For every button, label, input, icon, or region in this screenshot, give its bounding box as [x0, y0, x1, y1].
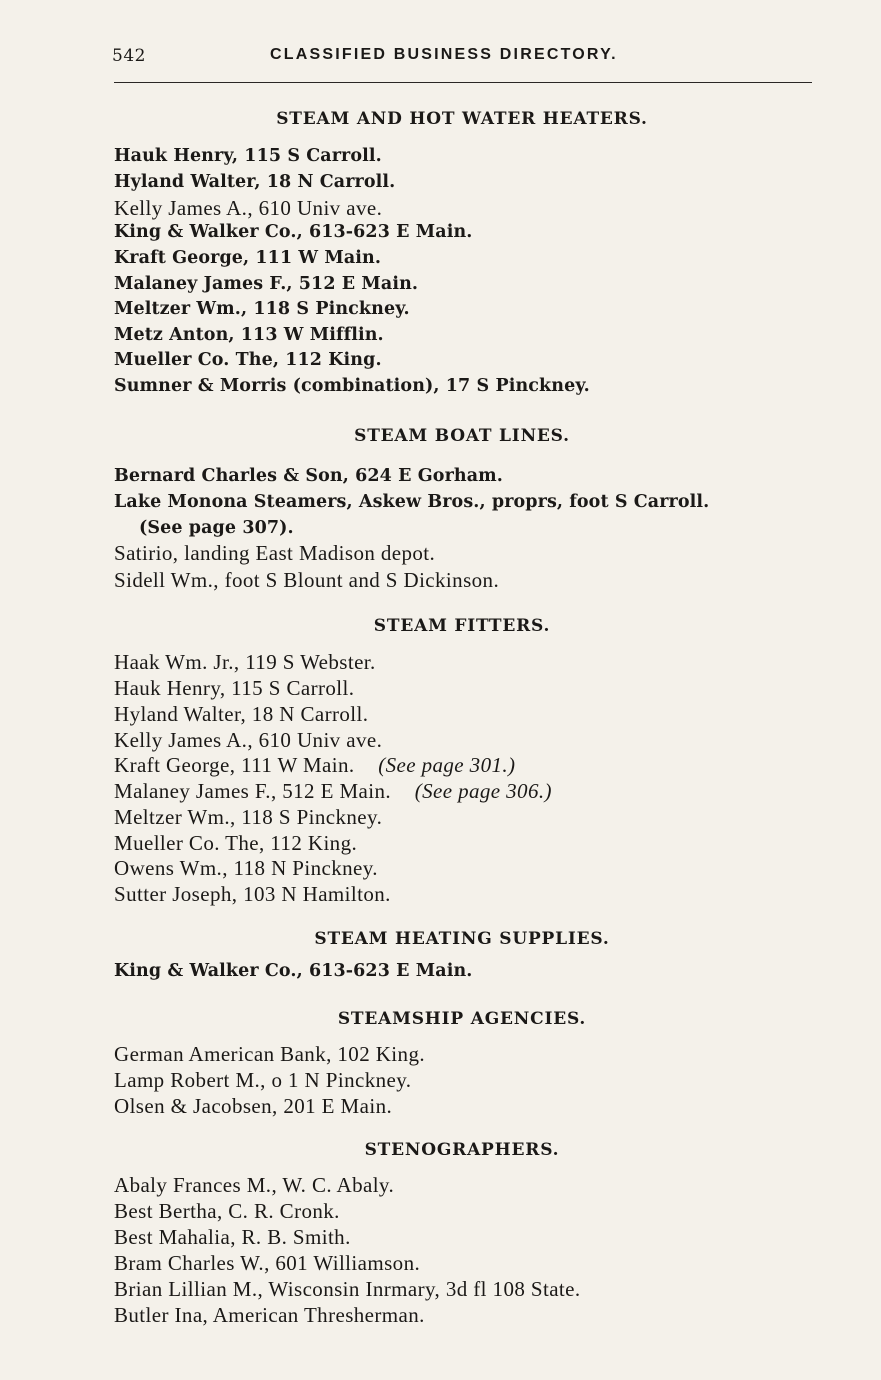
section-heading: STEAM BOAT LINES. [354, 426, 570, 446]
list-item: Kelly James A., 610 Univ ave. [114, 196, 383, 220]
list-item: Olsen & Jacobsen, 201 E Main. [114, 1094, 393, 1118]
running-title: CLASSIFIED BUSINESS DIRECTORY. [270, 46, 618, 63]
page-header [112, 46, 812, 70]
list-item: Sumner & Morris (combination), 17 S Pinckney. [114, 376, 590, 396]
section-heading: STEAM HEATING SUPPLIES. [314, 929, 610, 949]
list-item: Abaly Frances M., W. C. Abaly. [114, 1173, 395, 1197]
list-item: King & Walker Co., 613-623 E Main. [114, 961, 473, 981]
list-item: Haak Wm. Jr., 119 S Webster. [114, 650, 376, 674]
list-item: German American Bank, 102 King. [114, 1042, 425, 1066]
list-item: Hauk Henry, 115 S Carroll. [114, 146, 382, 166]
list-item: Hyland Walter, 18 N Carroll. [114, 702, 369, 726]
list-item: Brian Lillian M., Wisconsin Inrmary, 3d fl 108 State. [114, 1277, 581, 1301]
entry-text: Malaney James F., 512 E Main. [114, 779, 392, 803]
list-item: Hauk Henry, 115 S Carroll. [114, 676, 355, 700]
section-heading: STENOGRAPHERS. [364, 1140, 560, 1160]
list-item: King & Walker Co., 613-623 E Main. [114, 222, 473, 242]
list-item: Hyland Walter, 18 N Carroll. [114, 172, 396, 192]
list-item: Sidell Wm., foot S Blount and S Dickinson. [114, 568, 500, 592]
entry-note: (See page 301.) [378, 753, 516, 777]
page-number: 542 [112, 46, 146, 66]
list-item: Meltzer Wm., 118 S Pinckney. [114, 805, 383, 829]
entry-text: Kraft George, 111 W Main. [114, 753, 355, 777]
list-item [114, 778, 552, 804]
section-heading: STEAMSHIP AGENCIES. [337, 1009, 587, 1029]
list-item: Bernard Charles & Son, 624 E Gorham. [114, 466, 503, 486]
list-item: Owens Wm., 118 N Pinckney. [114, 856, 378, 880]
list-item: Sutter Joseph, 103 N Hamilton. [114, 882, 391, 906]
list-item: Meltzer Wm., 118 S Pinckney. [114, 299, 410, 319]
list-item: Satirio, landing East Madison depot. [114, 541, 436, 565]
list-item: Best Bertha, C. R. Cronk. [114, 1199, 340, 1223]
list-item: (See page 307). [139, 518, 294, 538]
entry-note: (See page 306.) [414, 779, 552, 803]
list-item [114, 752, 515, 778]
section-heading: STEAM FITTERS. [373, 616, 551, 636]
list-item: Lake Monona Steamers, Askew Bros., proprs, foot S Carroll. [114, 492, 710, 512]
list-item: Mueller Co. The, 112 King. [114, 831, 358, 855]
list-item: Butler Ina, American Thresherman. [114, 1303, 425, 1327]
list-item: Kelly James A., 610 Univ ave. [114, 728, 383, 752]
list-item: Mueller Co. The, 112 King. [114, 350, 382, 370]
list-item: Malaney James F., 512 E Main. [114, 274, 419, 294]
list-item: Best Mahalia, R. B. Smith. [114, 1225, 351, 1249]
list-item: Lamp Robert M., o 1 N Pinckney. [114, 1068, 412, 1092]
header-rule [114, 82, 812, 83]
list-item: Metz Anton, 113 W Mifflin. [114, 325, 384, 345]
list-item: Kraft George, 111 W Main. [114, 248, 382, 268]
section-heading: STEAM AND HOT WATER HEATERS. [276, 109, 648, 129]
list-item: Bram Charles W., 601 Williamson. [114, 1251, 421, 1275]
